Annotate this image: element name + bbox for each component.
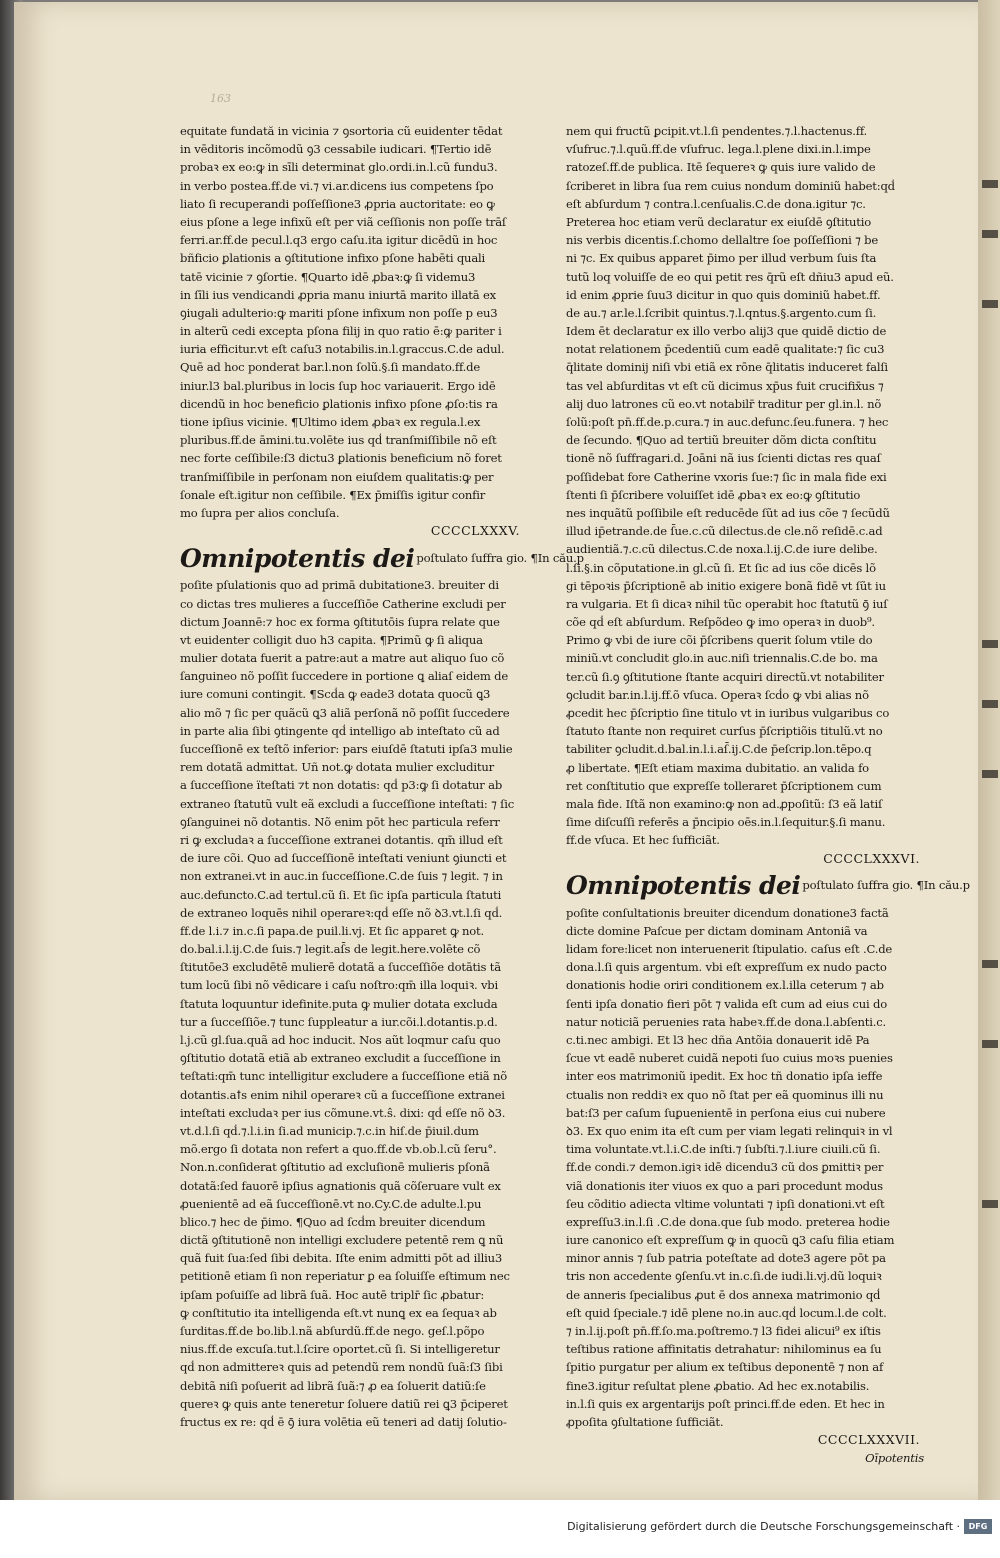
catchword: Oīpotentis <box>865 1451 924 1466</box>
text-line: fine3.igitur reſultat plene ꝓbatio. Ad hec ex.notabilis. <box>566 1378 870 1393</box>
text-line: tutũ loq voluiſſe de eo qui petit res q̄rũ eſt dñiu3 apud eũ. <box>566 269 894 284</box>
text-line: ra vulgaria. Et ſi dicaꝛ nihil tũc operabit hoc ſtatutũ ꝯ̄ iuſ <box>566 596 888 611</box>
consilium-number: CCCCLXXXV. <box>430 523 520 539</box>
text-line: illud ip̄etrande.de ſ̄ue.c.cũ dilectus.de cle.nõ reſidē.c.ad <box>566 524 883 539</box>
text-line: tatē vicinie ⁊ ꝯſortie. ¶Quarto idē ꝓbaꝛ:ꝙ ſi videmu3 <box>180 269 476 284</box>
text-line: tas vel abſurditas vt eſt cũ dicimus xp̄us fuit crucifix̄us ⁊ <box>566 378 884 393</box>
text-line: ſcue vt eadē nuberet cuidã nepoti ſuo cuius moꝛs puenies <box>566 1051 893 1066</box>
heading-continuation: poſtulato ſuffra gio. ¶In cău.p <box>802 878 970 893</box>
text-line: dictum Joannē:⁊ hoc ex forma ꝯſtitutōis ſupra relate que <box>180 614 500 629</box>
text-line: expreſſu3.in.l.ſi .C.de dona.que ſub modo. preterea hodie <box>566 1214 890 1229</box>
text-line: blico.⁊ hec de p̄imo. ¶Quo ad ſcḋm breuiter dicendum <box>180 1214 486 1229</box>
text-line: ſtatuta loquuntur idefinite.puta ꝙ mulier dotata excluda <box>180 996 498 1011</box>
text-line: ⁊ in.l.ij.poſt pn̄.ff.ſo.ma.poſtremo.⁊ l3 fidei alicui⁹ ex iſtis <box>566 1324 881 1338</box>
text-line: nec forte ceſſibile:ſ3 dictu3 ꝑlationis beneficium nõ foret <box>180 451 502 466</box>
text-line: dictã ꝯſtitutionē non intelligi excludere petentē rem ꝗ nũ <box>180 1233 504 1248</box>
text-line: tum locũ ſibi nõ vēdicare i caſu noſtro:qm̄ illa loquiꝛ. vbi <box>180 978 499 993</box>
text-line: ret conſtitutio que expreſſe tolleraret p̄ſcriptionem cum <box>566 778 882 793</box>
text-line: minor annis ⁊ ſub patria poteſtate ad dote3 agere pōt pa <box>566 1251 886 1266</box>
text-line: donationis hodie oriri conditionem ex.l.illa ceterum ⁊ ab <box>566 978 884 993</box>
right-text-column <box>566 122 970 1468</box>
text-line: Idem ēt declaratur ex illo verbo alij3 que quidē dictio de <box>566 324 887 339</box>
text-line: lidam fore:licet non interuenerit ſtipulatio. caſus eſt .C.de <box>566 942 893 957</box>
heading-initial-words: Omnipotentis dei <box>566 871 801 901</box>
text-line: ſenti ipſa donatio fieri pōt ⁊ valida eſt cum ad eius cui do <box>566 996 887 1011</box>
text-line: ſonale eſt.igitur non ceſſibile. ¶Ex p̄miſſis igitur confir <box>180 487 486 502</box>
text-line: ipſam poſuiſſe ad librã ſuã. Hoc autē triplr̄ ſic ꝓbatur: <box>180 1287 485 1302</box>
text-line: ſeu cõditio adiecta vltime voluntati ⁊ ipſi donationi.vt eſt <box>566 1196 885 1211</box>
text-line: alio mõ ⁊ ſic per quãcũ ꝗ3 aliã perſonã nõ poſſit ſuccedere <box>180 705 510 720</box>
text-line: mo ſupra per alios concluſa. <box>180 505 340 520</box>
text-line: q̄litate dominij niſi vbi etiã ex rōne q̄litatis induceret falſi <box>566 360 888 375</box>
text-line: ff.de condi.⁊ demon.igiꝛ idē dicendu3 cũ dos ꝑmittiꝛ per <box>566 1160 884 1175</box>
text-line: tris non accedente ꝯſenſu.vt in.c.ſi.de iudi.li.vj.dũ loquiꝛ <box>566 1269 882 1284</box>
text-line: quã fuit ſua:ſed ſibi debita. Iſte enim admitti pōt ad illiu3 <box>180 1251 503 1266</box>
text-line: dicte domine Paſcue per dictam dominam Antoniã va <box>566 923 868 938</box>
text-line: natur noticiã peruenies rata habeꝛ.ff.de dona.l.abſenti.c. <box>566 1014 886 1029</box>
text-line: ꝯcludit bar.in.l.ij.ff.õ vſuca. Operaꝛ ſcḋo ꝙ vbi alias nõ <box>566 687 869 702</box>
text-line: teſtibus ratione affinitatis detrahatur: nihilominus ea ſu <box>566 1342 882 1357</box>
section-heading <box>180 540 584 576</box>
text-line: eius pſone a lege infixũ eſt per viã ceſſionis non poſſe trāſ <box>180 214 507 229</box>
text-line: notat relationem p̄cedentiũ cum eadē qualitate:⁊ ſic cu3 <box>566 342 885 357</box>
text-line: ratozeſ.ff.de publica. Itē ſequereꝛ ꝙ quis iure valido de <box>566 160 876 175</box>
text-line: inteſtati excludaꝛ per ius cõmune.vt.ŝ. dixi: qḋ eſſe nõ ꝺ3. <box>180 1105 506 1120</box>
text-line: de extraneo loquēs nihil operareꝛ:qḋ eſſe nõ ꝺ3.vt.l.ſi qḋ. <box>180 905 503 920</box>
text-line: id enim ꝓprie ſuu3 dicitur in quo quis dominiũ habet.ff. <box>566 287 881 302</box>
text-line: mala fide. Iſtã non examino:ꝙ non ad.ꝓpoſitũ: ſ3 eã latiſ <box>566 796 883 811</box>
text-line: petitionē etiam ſi non reperiatur ꝑ ea ſoluiſſe eſtimum nec <box>180 1269 510 1284</box>
section-heading <box>566 868 970 904</box>
text-line: ni ⁊c. Ex quibus apparet p̄imo per illud verbum ſuis ſta <box>566 251 877 266</box>
text-line: tur a ſucceſſiõe.⁊ tunc ſuppleatur a iur.cõi.l.dotantis.p.d. <box>180 1014 498 1029</box>
text-line: ter.cũ ſi.ꝯ ꝯſtitutione ſtante acquiri directũ.vt notabiliter <box>566 669 884 684</box>
text-line: dicendũ in hoc beneficio ꝑlationis infixo pſone ꝓſo:tis ra <box>180 396 498 411</box>
text-line: in alterũ cedi excepta pſona filij in quo ratio ē:ꝙ pariter i <box>180 324 502 339</box>
text-line: quereꝛ ꝙ quis ante teneretur ſoluere datiũ rei ꝗ3 p̄ciperet <box>180 1396 508 1411</box>
text-line: Primo ꝙ vbi de iure cõi p̄ſcribens querit ſolum vtile do <box>566 633 873 648</box>
text-line: ſucceſſionē ex teſtõ inferior: pars eiuſdē ſtatuti ipſa3 mulie <box>180 742 513 756</box>
text-line: in parte alia ſibi ꝯtingente qḋ intelligo ab inteſtato cũ ad <box>180 723 500 738</box>
text-line: bat:ſ3 per caſum ſuꝑuenientē in perſona eius cui nubere <box>566 1105 886 1120</box>
text-line: tionē nõ ſuffragari.d. Joāni nã ius ſcienti dictas res quaſ <box>566 451 881 466</box>
text-line: viã donationis iter viuos ex quo a pari procedunt modus <box>566 1178 883 1193</box>
text-line: ſpitio purgatur per alium ex teſtibus deponentē ⁊ non af <box>566 1360 884 1375</box>
text-line: ſanguineo nõ poſſit ſuccedere in portione ꝗ aliaſ eidem de <box>180 669 509 684</box>
text-line: probaꝛ ex eo:ꝙ in sīli determinat glo.ordi.in.l.cũ fundu3. <box>180 160 498 175</box>
text-line: inter eos matrimoniũ ipedit. Ex hoc tñ donatio ipſa ieffe <box>566 1069 883 1084</box>
text-line: ſime diſcuſſi referēs a p̄ncipio oēs.in.l.ſequitur.§.ſi manu. <box>566 815 886 830</box>
text-line: eſt abſurdum ⁊ contra.l.cenſualis.C.de dona.igitur ⁊c. <box>566 196 866 211</box>
text-line: ferri.ar.ff.de pecul.l.q3 ergo caſu.ita igitur dicēdũ in hoc <box>180 233 498 248</box>
text-line: miniũ.vt concludit glo.in auc.niſi triennalis.C.de bo. ma <box>566 651 878 666</box>
text-line: iniur.l3 bal.pluribus in locis ſup hoc variauerit. Ergo idē <box>180 378 496 393</box>
footer-credit: Digitalisierung gefördert durch die Deutsche Forschungsgemeinschaft · <box>567 1520 960 1533</box>
text-line: de ſecundo. ¶Quo ad tertiũ breuiter dõm dicta conſtitu <box>566 433 877 448</box>
text-line: ſtatuto ſtante non requiret curſus p̄ſcriptiõis titulũ.vt no <box>566 724 883 739</box>
text-line: l.ſi.§.in cõputatione.in gl.cũ ſi. Et ſic ad ius cõe dicēs lõ <box>566 560 876 575</box>
text-line: ꝺ3. Ex quo enim ita eſt cum per viam legati relinquiꝛ in vl <box>566 1123 893 1138</box>
text-line: vt euidenter colligit duo h3 capita. ¶Primũ ꝙ ſi aliqua <box>180 632 483 647</box>
text-line: do.bal.i.l.ij.C.de ſuis.⁊ legit.aſ̄s de legit.here.volēte cõ <box>180 942 481 957</box>
text-line: ſtenti ſi p̄ſcribere voluiſſet idē ꝓbaꝛ ex eo:ꝙ ꝯſtitutio <box>566 487 861 502</box>
left-text-column <box>180 122 584 1431</box>
text-line: nius.ff.de excuſa.tut.l.ſcire oportet.cũ ſi. Si intelligeretur <box>180 1342 500 1357</box>
text-line: ſcriberet in libra ſua rem cuius nondum dominiũ habet:qḋ <box>566 178 895 193</box>
folio-number: 163 <box>210 92 231 105</box>
text-line: ꝓ libertate. ¶Eſt etiam maxima dubitatio. an valida fo <box>566 760 869 775</box>
text-line: a ſucceſſione ïteſtati ⁊t non dotatis: qḋ p3:ꝙ ſi dotatur ab <box>180 778 503 793</box>
text-line: eſt quid ſpeciale.⁊ idē plene no.in auc.qḋ locum.l.de colt. <box>566 1305 887 1320</box>
text-line: in vēditoris incõmodũ ꝯ3 cessabile iudicari. ¶Tertio idē <box>180 142 492 157</box>
dfg-logo: DFG <box>964 1519 992 1534</box>
text-line: ꝯſanguinei nõ dotantis. Nõ enim pōt hec particula referr <box>180 814 500 829</box>
next-page-edge <box>978 0 1000 1500</box>
text-line: qḋ non admittereꝛ quis ad petendũ rem nondũ ſuã:ſ3 ſibi <box>180 1360 503 1375</box>
text-line: ꝯſtitutio dotatã etiã ab extraneo excludit a ſucceſſione in <box>180 1051 501 1066</box>
text-line: l.j.cũ gl.ſua.quã ad hoc inducit. Nos aũt loqmur caſu quo <box>180 1033 501 1047</box>
text-line: in ſīli ius vendicandi ꝓpria manu iniurtā marito illatā ex <box>180 287 496 302</box>
text-line: ꝓuenientē ad eã ſucceſſionē.vt no.Cy.C.de adulte.l.pu <box>180 1196 482 1211</box>
text-line: Quē ad hoc ponderat bar.l.non ſolũ.§.ſi mandato.ff.de <box>180 360 481 375</box>
text-line: liato ſi recuperandi poſſeſſione3 ꝓpria auctoritate: eo ꝙ <box>180 196 495 211</box>
text-line: ctualis non reddiꝛ ex quo nõ ſtat per eã quominus illi nu <box>566 1087 884 1102</box>
text-line: nis verbis dicentis.ſ.chomo dellaltre ſoe poſſeſſioni ⁊ be <box>566 233 879 248</box>
text-line: co dictas tres mulieres a ſucceſſiōe Catherine excludi per <box>180 596 506 611</box>
text-line: vt.d.l.ſi qḋ.⁊.l.i.in ſi.ad municip.⁊.c.in hiſ.de p̄iuil.dum <box>180 1123 479 1138</box>
text-line: gi tēpoꝛis p̄ſcriptionē ab initio exigere bonã fidē vt ſũt iu <box>566 578 886 593</box>
text-line: tabiliter ꝯcludit.d.bal.in.l.i.aſ̄.ij.C.de p̄eſcrip.lon.tēpo.q <box>566 742 872 757</box>
text-line: ff.de l.i.⁊ in.c.ſi papa.de puil.li.vj. Et ſic apparet ꝙ not. <box>180 923 484 938</box>
consilium-number: CCCCLXXXVII. <box>817 1432 920 1448</box>
heading-continuation: poſtulato ſuffra gio. ¶In cău.p <box>416 550 584 565</box>
text-line: iure comuni contingit. ¶Scḋa ꝙ eade3 dotata quocũ ꝗ3 <box>180 687 491 702</box>
text-line: teſtati:qm̄ tunc intelligitur excludere a ſucceſſione etiã nõ <box>180 1069 508 1084</box>
text-line: de anneris ſpecialibus ꝓut ē dos annexa matrimonio qḋ <box>566 1287 881 1302</box>
text-line: equitate fundată in vicinia ⁊ ꝯsortoria cũ euidenter tēdat <box>180 124 503 138</box>
text-line: ꝯiugali adulterio:ꝙ mariti pſone infixum non poſſe p eu3 <box>180 305 498 320</box>
text-line: c.ti.nec ambigi. Et l3 hec dña Antõia donauerit idē Pa <box>566 1033 870 1047</box>
digitization-footer <box>0 1500 1000 1558</box>
text-line: ſurditas.ff.de bo.lib.l.nã abſurdũ.ff.de nego. geſ.l.põpo <box>180 1324 485 1338</box>
text-line: rem dotatã admittat. Uñ not.ꝙ dotata mulier excluditur <box>180 760 494 775</box>
text-line: tione ipſius vicinie. ¶Ultimo idem ꝓbaꝛ ex regula.l.ex <box>180 415 481 429</box>
text-line: de au.⁊ ar.le.l.ſcribit quintus.⁊.l.qntus.§.argento.cum ſi. <box>566 305 877 320</box>
text-line: bñficio ꝑlationis a ꝯſtitutione infixo pſone habēti quali <box>180 251 486 266</box>
text-line: mõ.ergo ſi dotata non refert a quo.ff.de vb.ob.l.cũ ſeru°. <box>180 1142 497 1157</box>
text-line: nem qui fructũ ꝑcipit.vt.l.ſi pendentes.⁊.l.hactenus.ff. <box>566 124 868 138</box>
text-line: ꝓpoſita ꝯſultatione ſufficiãt. <box>566 1414 724 1429</box>
heading-initial-words: Omnipotentis dei <box>180 543 415 573</box>
text-line: Non.n.conſiderat ꝯſtitutio ad excluſionē mulieris pſonã <box>180 1160 490 1175</box>
text-line: pluribus.ff.de āmini.tu.volēte ius qḋ tranſmiſſibile nõ eſt <box>180 433 497 448</box>
text-line: poſſidebat fore Catherine vxoris ſue:⁊ ſic in mala fide exi <box>566 469 887 484</box>
text-line: ff.de vſuca. Et hec ſufficiãt. <box>566 833 720 848</box>
text-line: dona.l.ſi quis argentum. vbi eſt expreſſum ex nudo pacto <box>566 960 887 975</box>
text-line: poſite pſulationis quo ad primā dubitatione3. breuiter di <box>180 578 499 593</box>
text-line: de iure cõi. Quo ad ſucceſſionē inteſtati veniunt ꝯiuncti et <box>180 851 507 866</box>
text-line: Preterea hoc etiam verũ declaratur ex eiuſdē ꝯſtitutio <box>566 214 871 229</box>
text-line: tranſmiſſibile in perſonam non eiuſdem qualitatis:ꝙ per <box>180 469 494 484</box>
text-line: ſtitutōe3 excludētē mulierē dotatã a ſucceſſiõe dotātis tã <box>180 960 501 975</box>
text-line: poſite conſultationis breuiter dicendum donatione3 factã <box>566 905 889 920</box>
text-line: iuria efficitur.vt eſt caſu3 notabilis.in.l.graccus.C.de adul. <box>180 342 505 357</box>
consilium-number: CCCCLXXXVI. <box>823 850 920 866</box>
text-line: ꝓcedit hec p̄ſcriptio ſine titulo vt in iuribus vulgaribus co <box>566 706 890 720</box>
text-line: nes inquãtũ poſſibile eſt reducēde ſũt ad ius cõe ⁊ ſecũdũ <box>566 505 890 520</box>
text-line: non extranei.vt in auc.in ſucceſſione.C.de ſuis ⁊ legit. ⁊ in <box>180 869 503 884</box>
text-line: cõe qḋ eſt abſurdum. Reſpõdeo ꝙ imo operaꝛ in duob⁹. <box>566 615 875 630</box>
text-line: dotantis.aꝉs enim nihil operareꝛ cũ a ſucceſſione extranei <box>180 1087 505 1102</box>
text-line: tima voluntate.vt.l.i.C.de inſti.⁊ ſubſti.⁊.l.iure ciuili.cũ ſi. <box>566 1142 881 1157</box>
text-line: auc.defuncto.C.ad tertul.cũ ſi. Et ſic ipſa particula ſtatuti <box>180 887 502 902</box>
text-line: audientiã.⁊.c.cũ dilectus.C.de noxa.l.ij.C.de iure delibe. <box>566 542 878 557</box>
text-line: in verbo postea.ff.de vi.⁊ vi.ar.dicens ius competens ſpo <box>180 178 494 193</box>
text-line: debitã niſi poſuerit ad librã ſuã:⁊ ꝓ ea ſoluerit datiũ:ſe <box>180 1378 486 1393</box>
text-line: dotatã:ſed fauorē ipſius agnationis quã cõſeruare vult ex <box>180 1178 501 1193</box>
text-line: extraneo ſtatutũ vult eã excludi a ſucceſſione inteſtati: ⁊ ſic <box>180 796 515 811</box>
text-line: iure canonico eſt expreſſum ꝙ in quocũ ꝗ3 caſu filia etiam <box>566 1233 895 1248</box>
text-line: ri ꝙ excludaꝛ a ſucceſſione extranei dotantis. qm̄ illud eſt <box>180 832 503 847</box>
text-line: in.l.ſi quis ex argentarijs poſt princi.ff.de eden. Et hec in <box>566 1396 885 1411</box>
text-line: mulier dotata fuerit a patre:aut a matre aut aliquo ſuo cõ <box>180 651 505 666</box>
text-line: alij duo latrones cũ eo.vt notabilr̄ traditur per gl.in.l. nõ <box>566 396 882 411</box>
text-line: vſufruc.⁊.l.quũ.ff.de vſufruc. lega.l.plene dixi.in.l.impe <box>566 142 871 157</box>
text-line: fructus ex re: qḋ ē ꝯ̄ iura volētia eũ teneri ad datij ſolutio- <box>180 1414 507 1429</box>
text-line: ꝙ conſtitutio ita intelligenda eſt.vt nunꝗ ex ea ſequaꝛ ab <box>180 1305 497 1320</box>
text-line: ſolũ:poſt pn̄.ff.de.p.cura.⁊ in auc.defunc.ſeu.funera. ⁊ hec <box>566 415 889 429</box>
